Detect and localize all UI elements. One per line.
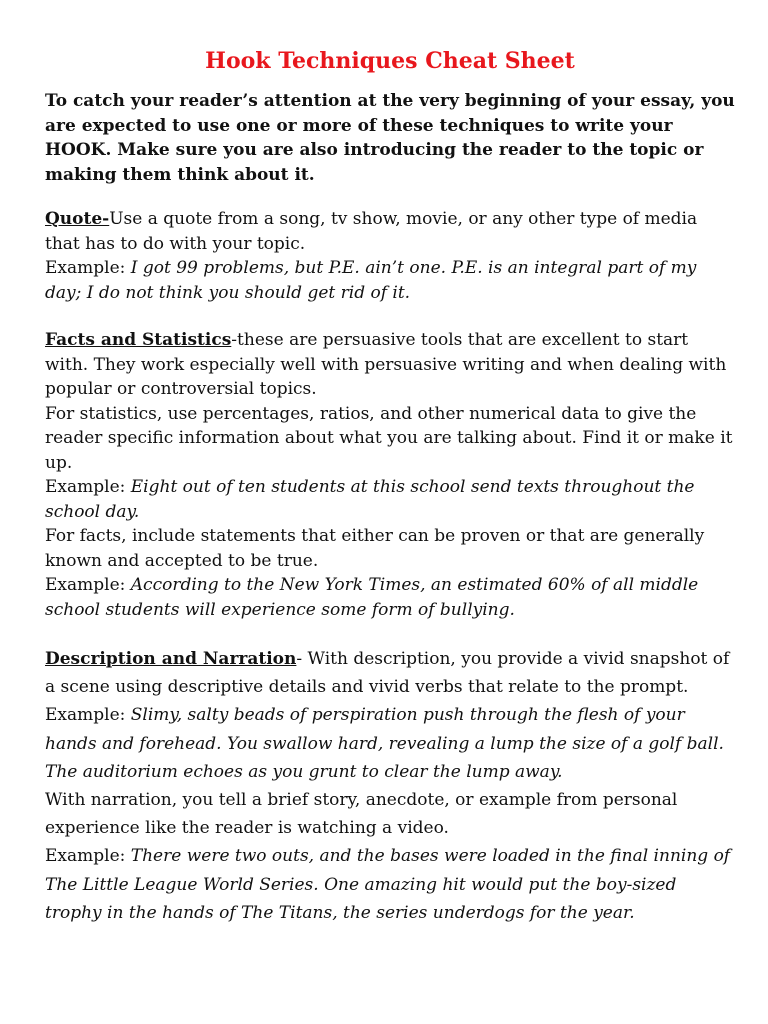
facts-section [45, 328, 735, 622]
statistics-example [45, 475, 735, 524]
facts-text: -these are persuasive tools that are excellent to start with. They work especially well with persuasive writing and when dealing with popular or controversial topics. [45, 330, 727, 399]
narration-example [45, 842, 735, 927]
description-section [45, 645, 735, 927]
example-label: Example: [45, 705, 131, 726]
example-text: Slimy, salty beads of perspiration push through the flesh of your hands and forehead. You swallow hard, revealing a lump the size of a golf ball. The auditorium echoes as you grunt to clear the lump away. [45, 705, 724, 782]
intro-paragraph: To catch your reader’s attention at the very beginning of your essay, you are expected to use one or more of these techniques to write your HOOK. Make sure you are also introducing the reader to the topic or making them think about it. [45, 91, 735, 185]
description-text-paragraph [45, 645, 735, 701]
narration-text: With narration, you tell a brief story, anecdote, or example from personal experience like the reader is watching a video. [45, 790, 678, 839]
quote-section [45, 207, 735, 305]
example-label: Example: [45, 846, 131, 867]
page-title: Hook Techniques Cheat Sheet [205, 48, 575, 74]
description-heading: Description and Narration [45, 649, 297, 669]
description-example [45, 701, 735, 786]
facts-detail-text: For facts, include statements that either can be proven or that are generally known and accepted to be true. [45, 526, 705, 571]
example-label: Example: [45, 575, 131, 595]
quote-example [45, 256, 735, 305]
facts-example [45, 573, 735, 622]
example-label: Example: [45, 477, 131, 497]
example-label: Example: [45, 258, 131, 278]
document-page [45, 46, 735, 950]
statistics-text: For statistics, use percentages, ratios, and other numerical data to give the reader specific information about what you are talking about. Find it or make it up. [45, 403, 733, 473]
example-text: There were two outs, and the bases were loaded in the final inning of The Little League World Series. One amazing hit would put the boy-sized trophy in the hands of The Titans, the series underdogs for the year. [45, 846, 731, 923]
facts-description [45, 328, 735, 402]
example-text: Eight out of ten students at this school send texts throughout the school day. [45, 477, 695, 522]
quote-heading: Quote- [45, 209, 110, 229]
example-text: I got 99 problems, but P.E. ain’t one. P.E. is an integral part of my day; I do not think you should get rid of it. [45, 258, 697, 303]
quote-text: Use a quote from a song, tv show, movie, or any other type of media that has to do with your topic. [45, 209, 698, 254]
facts-heading: Facts and Statistics [45, 330, 232, 350]
example-text: According to the New York Times, an estimated 60% of all middle school students will experience some form of bullying. [45, 575, 699, 620]
description-text: - With description, you provide a vivid snapshot of a scene using descriptive details and vivid verbs that relate to the prompt. [45, 649, 730, 698]
quote-description [45, 207, 735, 256]
